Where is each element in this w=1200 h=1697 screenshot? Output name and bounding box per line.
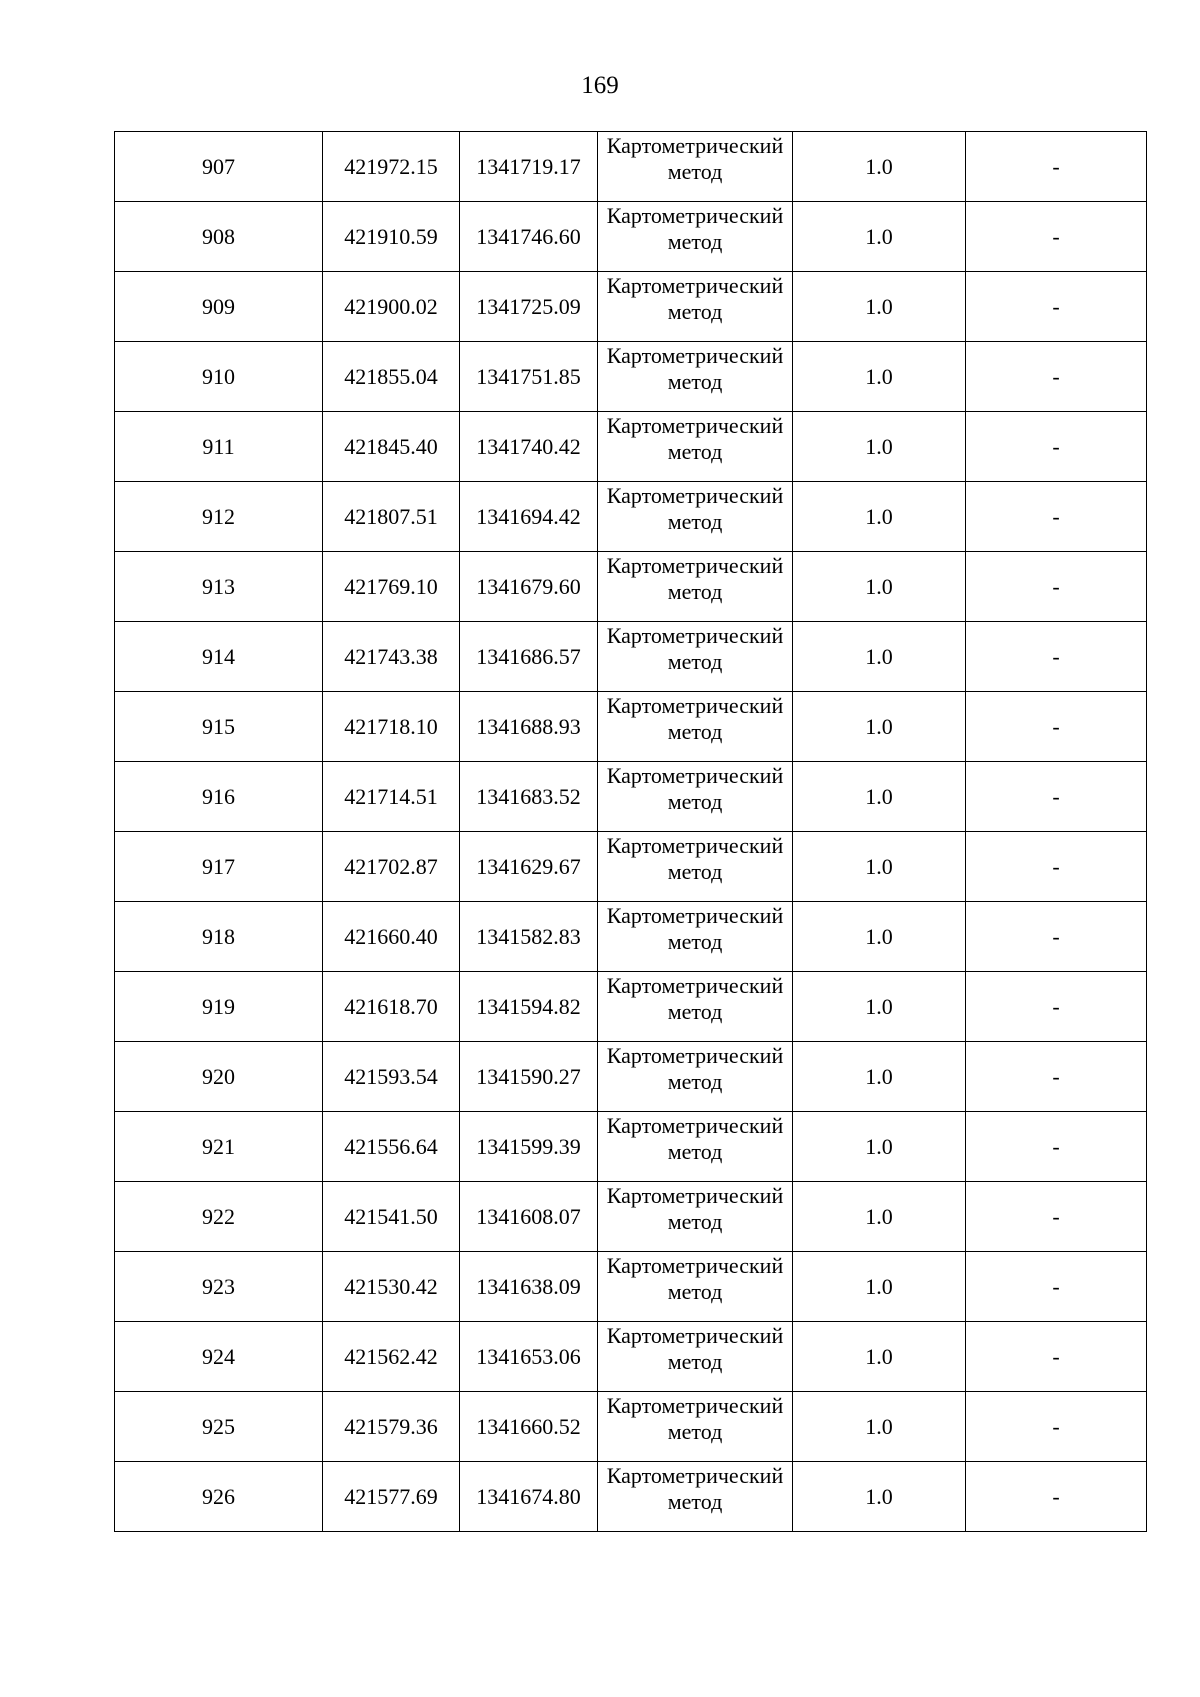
method-cell (598, 132, 793, 202)
method-line-1: Картометрический (606, 833, 784, 858)
x-coordinate-cell: 421702.87 (323, 832, 460, 902)
accuracy-cell: 1.0 (793, 342, 966, 412)
x-coordinate-cell: 421718.10 (323, 692, 460, 762)
accuracy-cell: 1.0 (793, 1182, 966, 1252)
description-cell: - (966, 832, 1147, 902)
method-line-2: метод (667, 1139, 723, 1164)
page-number: 169 (581, 72, 619, 99)
table-row (115, 972, 1147, 1042)
method-cell (598, 1252, 793, 1322)
x-coordinate-cell: 421593.54 (323, 1042, 460, 1112)
y-coordinate-cell: 1341719.17 (460, 132, 598, 202)
description-cell: - (966, 1252, 1147, 1322)
table-row (115, 692, 1147, 762)
description-cell: - (966, 1112, 1147, 1182)
method-cell (598, 412, 793, 482)
method-cell (598, 552, 793, 622)
x-coordinate-cell: 421855.04 (323, 342, 460, 412)
point-number-cell: 925 (115, 1392, 323, 1462)
method-line-2: метод (667, 229, 723, 254)
method-line-2: метод (667, 509, 723, 534)
description-cell: - (966, 482, 1147, 552)
method-line-1: Картометрический (606, 1113, 784, 1138)
method-line-2: метод (667, 859, 723, 884)
table-row (115, 1182, 1147, 1252)
method-line-2: метод (667, 299, 723, 324)
y-coordinate-cell: 1341599.39 (460, 1112, 598, 1182)
accuracy-cell: 1.0 (793, 132, 966, 202)
method-cell (598, 1182, 793, 1252)
method-line-2: метод (667, 999, 723, 1024)
x-coordinate-cell: 421845.40 (323, 412, 460, 482)
y-coordinate-cell: 1341660.52 (460, 1392, 598, 1462)
accuracy-cell: 1.0 (793, 272, 966, 342)
accuracy-cell: 1.0 (793, 1392, 966, 1462)
method-line-1: Картометрический (606, 483, 784, 508)
point-number-cell: 923 (115, 1252, 323, 1322)
x-coordinate-cell: 421743.38 (323, 622, 460, 692)
method-line-2: метод (667, 1349, 723, 1374)
accuracy-cell: 1.0 (793, 1462, 966, 1532)
method-line-1: Картометрический (606, 623, 784, 648)
x-coordinate-cell: 421530.42 (323, 1252, 460, 1322)
y-coordinate-cell: 1341582.83 (460, 902, 598, 972)
x-coordinate-cell: 421618.70 (323, 972, 460, 1042)
description-cell: - (966, 692, 1147, 762)
coordinates-table-body (115, 132, 1147, 1532)
method-cell (598, 902, 793, 972)
x-coordinate-cell: 421910.59 (323, 202, 460, 272)
method-cell (598, 1392, 793, 1462)
point-number-cell: 910 (115, 342, 323, 412)
point-number-cell: 915 (115, 692, 323, 762)
point-number-cell: 914 (115, 622, 323, 692)
point-number-cell: 918 (115, 902, 323, 972)
accuracy-cell: 1.0 (793, 1042, 966, 1112)
method-cell (598, 1112, 793, 1182)
y-coordinate-cell: 1341629.67 (460, 832, 598, 902)
y-coordinate-cell: 1341688.93 (460, 692, 598, 762)
point-number-cell: 908 (115, 202, 323, 272)
table-row (115, 1112, 1147, 1182)
accuracy-cell: 1.0 (793, 482, 966, 552)
description-cell: - (966, 272, 1147, 342)
method-line-1: Картометрический (606, 203, 784, 228)
point-number-cell: 919 (115, 972, 323, 1042)
description-cell: - (966, 132, 1147, 202)
x-coordinate-cell: 421577.69 (323, 1462, 460, 1532)
method-line-1: Картометрический (606, 763, 784, 788)
description-cell: - (966, 412, 1147, 482)
method-line-1: Картометрический (606, 1393, 784, 1418)
table-row (115, 132, 1147, 202)
table-row (115, 342, 1147, 412)
method-line-2: метод (667, 1279, 723, 1304)
method-line-2: метод (667, 579, 723, 604)
description-cell: - (966, 1392, 1147, 1462)
method-line-2: метод (667, 1489, 723, 1514)
y-coordinate-cell: 1341686.57 (460, 622, 598, 692)
method-line-1: Картометрический (606, 1323, 784, 1348)
method-line-1: Картометрический (606, 1253, 784, 1278)
method-line-1: Картометрический (606, 973, 784, 998)
method-cell (598, 1462, 793, 1532)
accuracy-cell: 1.0 (793, 412, 966, 482)
table-row (115, 902, 1147, 972)
table-row (115, 622, 1147, 692)
accuracy-cell: 1.0 (793, 1112, 966, 1182)
x-coordinate-cell: 421807.51 (323, 482, 460, 552)
y-coordinate-cell: 1341679.60 (460, 552, 598, 622)
method-line-1: Картометрический (606, 903, 784, 928)
method-line-1: Картометрический (606, 133, 784, 158)
point-number-cell: 920 (115, 1042, 323, 1112)
description-cell: - (966, 762, 1147, 832)
method-cell (598, 762, 793, 832)
description-cell: - (966, 552, 1147, 622)
table-row (115, 1462, 1147, 1532)
description-cell: - (966, 1462, 1147, 1532)
y-coordinate-cell: 1341590.27 (460, 1042, 598, 1112)
table-row (115, 482, 1147, 552)
y-coordinate-cell: 1341653.06 (460, 1322, 598, 1392)
x-coordinate-cell: 421579.36 (323, 1392, 460, 1462)
table-row (115, 552, 1147, 622)
point-number-cell: 907 (115, 132, 323, 202)
y-coordinate-cell: 1341594.82 (460, 972, 598, 1042)
accuracy-cell: 1.0 (793, 762, 966, 832)
point-number-cell: 913 (115, 552, 323, 622)
accuracy-cell: 1.0 (793, 832, 966, 902)
method-cell (598, 692, 793, 762)
x-coordinate-cell: 421556.64 (323, 1112, 460, 1182)
method-line-2: метод (667, 1419, 723, 1444)
method-line-2: метод (667, 719, 723, 744)
method-cell (598, 1042, 793, 1112)
description-cell: - (966, 622, 1147, 692)
y-coordinate-cell: 1341638.09 (460, 1252, 598, 1322)
description-cell: - (966, 202, 1147, 272)
accuracy-cell: 1.0 (793, 202, 966, 272)
x-coordinate-cell: 421541.50 (323, 1182, 460, 1252)
method-line-1: Картометрический (606, 1463, 784, 1488)
method-cell (598, 622, 793, 692)
method-cell (598, 202, 793, 272)
method-line-1: Картометрический (606, 413, 784, 438)
accuracy-cell: 1.0 (793, 622, 966, 692)
method-line-2: метод (667, 649, 723, 674)
point-number-cell: 921 (115, 1112, 323, 1182)
table-row (115, 202, 1147, 272)
point-number-cell: 917 (115, 832, 323, 902)
accuracy-cell: 1.0 (793, 552, 966, 622)
table-row (115, 1252, 1147, 1322)
y-coordinate-cell: 1341674.80 (460, 1462, 598, 1532)
table-row (115, 832, 1147, 902)
y-coordinate-cell: 1341608.07 (460, 1182, 598, 1252)
method-line-1: Картометрический (606, 1183, 784, 1208)
point-number-cell: 924 (115, 1322, 323, 1392)
method-cell (598, 342, 793, 412)
method-cell (598, 272, 793, 342)
table-row (115, 272, 1147, 342)
method-line-2: метод (667, 929, 723, 954)
y-coordinate-cell: 1341751.85 (460, 342, 598, 412)
accuracy-cell: 1.0 (793, 1252, 966, 1322)
method-line-1: Картометрический (606, 273, 784, 298)
method-cell (598, 832, 793, 902)
description-cell: - (966, 972, 1147, 1042)
description-cell: - (966, 1182, 1147, 1252)
table-row (115, 1042, 1147, 1112)
method-line-1: Картометрический (606, 343, 784, 368)
table-row (115, 762, 1147, 832)
method-cell (598, 1322, 793, 1392)
method-line-1: Картометрический (606, 553, 784, 578)
x-coordinate-cell: 421562.42 (323, 1322, 460, 1392)
y-coordinate-cell: 1341746.60 (460, 202, 598, 272)
description-cell: - (966, 1042, 1147, 1112)
description-cell: - (966, 1322, 1147, 1392)
method-cell (598, 482, 793, 552)
method-line-2: метод (667, 1209, 723, 1234)
y-coordinate-cell: 1341740.42 (460, 412, 598, 482)
point-number-cell: 926 (115, 1462, 323, 1532)
table-row (115, 1392, 1147, 1462)
x-coordinate-cell: 421714.51 (323, 762, 460, 832)
method-line-1: Картометрический (606, 693, 784, 718)
point-number-cell: 922 (115, 1182, 323, 1252)
point-number-cell: 912 (115, 482, 323, 552)
method-line-1: Картометрический (606, 1043, 784, 1068)
description-cell: - (966, 342, 1147, 412)
point-number-cell: 911 (115, 412, 323, 482)
accuracy-cell: 1.0 (793, 902, 966, 972)
method-line-2: метод (667, 1069, 723, 1094)
accuracy-cell: 1.0 (793, 972, 966, 1042)
x-coordinate-cell: 421769.10 (323, 552, 460, 622)
method-cell (598, 972, 793, 1042)
accuracy-cell: 1.0 (793, 1322, 966, 1392)
method-line-2: метод (667, 369, 723, 394)
accuracy-cell: 1.0 (793, 692, 966, 762)
table-row (115, 1322, 1147, 1392)
description-cell: - (966, 902, 1147, 972)
y-coordinate-cell: 1341725.09 (460, 272, 598, 342)
method-line-2: метод (667, 439, 723, 464)
x-coordinate-cell: 421972.15 (323, 132, 460, 202)
method-line-2: метод (667, 159, 723, 184)
y-coordinate-cell: 1341683.52 (460, 762, 598, 832)
x-coordinate-cell: 421900.02 (323, 272, 460, 342)
y-coordinate-cell: 1341694.42 (460, 482, 598, 552)
method-line-2: метод (667, 789, 723, 814)
point-number-cell: 916 (115, 762, 323, 832)
point-number-cell: 909 (115, 272, 323, 342)
table-row (115, 412, 1147, 482)
x-coordinate-cell: 421660.40 (323, 902, 460, 972)
coordinates-table (114, 131, 1147, 1532)
